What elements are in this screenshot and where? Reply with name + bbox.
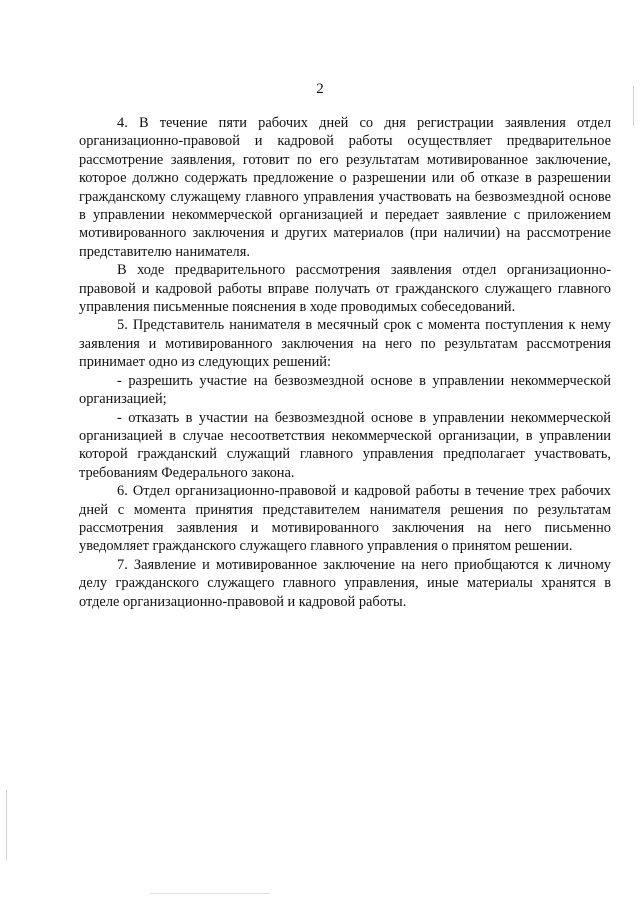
document-body <box>79 114 611 611</box>
paragraph-decision-refuse: - отказать в участии на безвозмездной основе в управлении некоммерческой организацией в случае несоответствия некоммерческой организации, в управлении которой гражданский служащий главного управления предполагает участвовать, требованиям Федерального закона. <box>79 409 611 481</box>
paragraph-decision-allow: - разрешить участие на безвозмездной основе в управлении некоммерческой организацией; <box>79 372 611 408</box>
page-number: 2 <box>316 81 324 97</box>
scan-edge-mark <box>150 893 270 894</box>
scan-edge-mark <box>633 86 634 126</box>
paragraph-item-7: 7. Заявление и мотивированное заключение на него приобщаются к личному делу гражданского служащего главного управления, иные материалы хранятся в отделе организационно-правовой и кадровой работы. <box>79 556 611 610</box>
scan-edge-mark <box>6 790 7 860</box>
paragraph-preliminary-review: В ходе предварительного рассмотрения заявления отдел организационно-правовой и кадровой работы вправе получать от гражданского служащего главного управления письменные пояснения в ходе проводимых собеседований. <box>79 262 611 316</box>
paragraph-item-6: 6. Отдел организационно-правовой и кадровой работы в течение трех рабочих дней с момента принятия представителем нанимателя решения по результатам рассмотрения заявления и мотивированного заключения на него письменно уведомляет гражданского служащего главного управления о принятом решении. <box>79 483 611 555</box>
paragraph-item-4: 4. В течение пяти рабочих дней со дня регистрации заявления отдел организационно-правовой и кадровой работы осуществляет предварительное рассмотрение заявления, готовит по его результатам мотивированное заключение, которое должно содержать предложение о разрешении или об отказе в разрешении гражданскому служащему главного управления участвовать на безвозмездной основе в управлении некоммерческой организацией и передает заявление с приложением мотивированного заключения и других материалов (при наличии) на рассмотрение представителю нанимателя. <box>79 115 611 260</box>
paragraph-item-5: 5. Представитель нанимателя в месячный срок с момента поступления к нему заявления и мотивированного заключения на него по результатам рассмотрения принимает одно из следующих решений: <box>79 317 611 371</box>
